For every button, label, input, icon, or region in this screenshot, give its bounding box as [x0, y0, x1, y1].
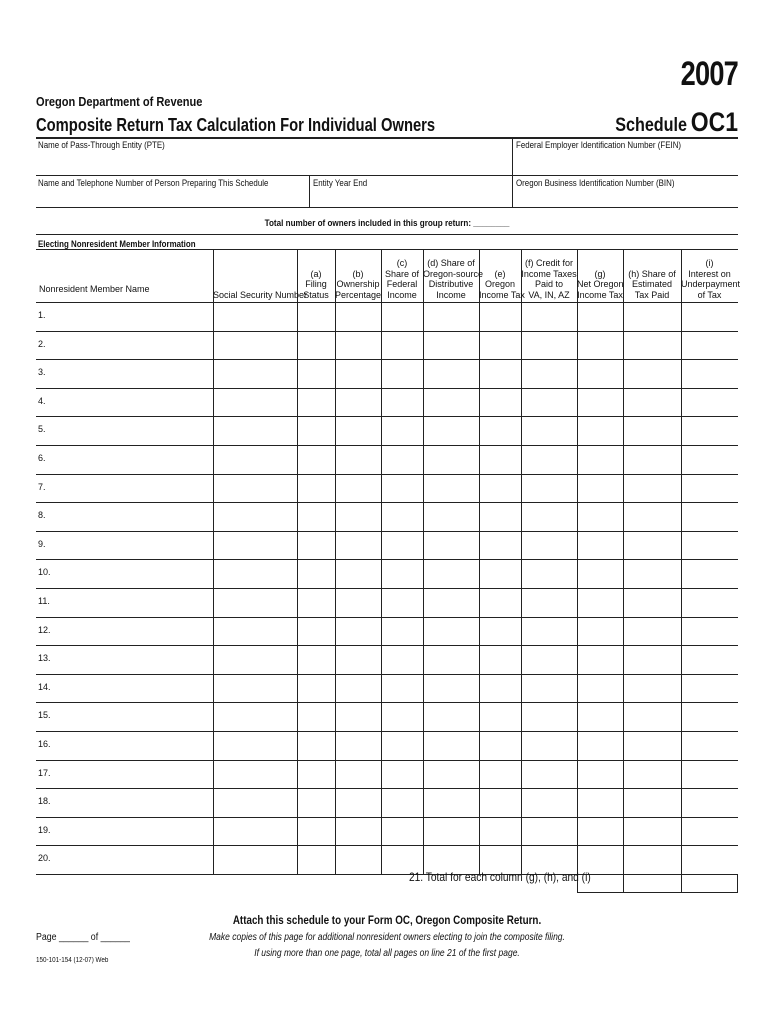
tax-year: 2007: [680, 55, 738, 93]
row-number: 15.: [38, 710, 51, 721]
column-header-line: Percentage: [335, 289, 382, 300]
column-header: [479, 268, 525, 301]
column-header: [681, 258, 741, 300]
copies-note: Make copies of this page for additional nonresident owners electing to join the composite filing.: [209, 932, 565, 943]
row-number: 3.: [38, 367, 46, 378]
multi-page-note: If using more than one page, total all pages on line 21 of the first page.: [254, 948, 520, 959]
column-header-line: Oregon: [484, 279, 516, 289]
row-number: 9.: [38, 538, 46, 549]
divider: [512, 138, 513, 175]
row-number: 11.: [38, 596, 50, 606]
row-divider: [36, 359, 738, 360]
total-line-label: 21. Total for each column (g), (h), and (i): [408, 870, 591, 884]
row-number: 2.: [38, 338, 46, 349]
total-owners-field[interactable]: Total number of owners included in this group return: ________: [264, 218, 510, 228]
column-header-line: Distributive: [428, 279, 474, 289]
row-number: 16.: [38, 739, 51, 749]
column-header-line: (h) Share of: [628, 268, 676, 279]
total-cell-border: [681, 874, 682, 892]
row-divider: [36, 845, 738, 846]
column-divider: [335, 250, 336, 874]
row-divider: [36, 760, 738, 761]
row-number: 5.: [38, 424, 46, 435]
row-divider: [36, 702, 738, 703]
column-header-line: Share of: [384, 268, 420, 279]
row-number: 18.: [38, 796, 51, 807]
column-header: [335, 269, 381, 301]
column-header-line: (i): [705, 258, 714, 268]
row-number: 8.: [38, 510, 46, 521]
total-cell-border: [623, 874, 624, 892]
entity-year-end-field[interactable]: Entity Year End: [313, 178, 368, 188]
pte-name-field[interactable]: Name of Pass-Through Entity (PTE): [38, 140, 165, 150]
row-divider: [36, 502, 738, 503]
row-divider: [36, 531, 738, 532]
column-header: [577, 269, 623, 301]
column-header-line: Underpayment: [681, 279, 741, 289]
form-number: 150-101-154 (12-07) Web: [36, 957, 109, 964]
row-divider: [36, 588, 738, 589]
form-title: Composite Return Tax Calculation For Individual Owners: [36, 115, 436, 135]
column-header-line: Estimated: [631, 279, 673, 289]
row-divider: [36, 788, 738, 789]
column-header: [297, 269, 335, 301]
column-divider: [681, 250, 682, 874]
column-divider: [213, 250, 214, 874]
page-field[interactable]: Page ______ of ______: [36, 932, 130, 943]
row-divider: [36, 674, 738, 675]
column-divider: [577, 250, 578, 874]
column-header-line: Social Security Number: [213, 289, 308, 300]
row-number: 13.: [38, 653, 51, 664]
column-header-line: (c): [396, 258, 408, 268]
column-header-line: Oregon-source: [423, 268, 484, 279]
column-divider: [479, 250, 480, 874]
schedule-code: OC1: [690, 107, 738, 137]
column-divider: [423, 250, 424, 874]
divider: [36, 234, 738, 235]
department-name: Oregon Department of Revenue: [36, 94, 203, 109]
row-number: 1.: [38, 310, 46, 320]
divider: [36, 249, 738, 250]
column-header-line: of Tax: [697, 289, 722, 300]
row-number: 6.: [38, 453, 46, 463]
column-header-line: (b): [352, 268, 364, 279]
schedule-id: [587, 107, 738, 138]
row-divider: [36, 388, 738, 389]
column-header-line: Paid to: [534, 279, 564, 289]
row-divider: [36, 416, 738, 417]
column-header-line: Income: [436, 289, 466, 300]
row-divider: [36, 645, 738, 646]
column-header-line: Federal: [386, 279, 418, 289]
row-number: 20.: [38, 853, 51, 864]
column-header: [381, 258, 423, 300]
row-divider: [36, 559, 738, 560]
section-title: Electing Nonresident Member Information: [38, 239, 196, 249]
column-header-line: Interest on: [688, 268, 731, 279]
column-header-line: Ownership: [336, 279, 380, 289]
row-divider: [36, 331, 738, 332]
bin-field[interactable]: Oregon Business Identification Number (BIN): [516, 178, 675, 188]
column-header: [623, 269, 681, 301]
column-header-line: (f) Credit for: [524, 258, 573, 268]
column-header-line: Filing: [305, 279, 327, 289]
divider: [36, 175, 738, 176]
row-number: 10.: [38, 567, 51, 578]
column-header: [213, 289, 308, 301]
column-header-line: (a): [310, 268, 322, 279]
column-header: [521, 258, 577, 300]
column-header-line: Nonresident Member Name: [39, 284, 150, 294]
attach-instruction: Attach this schedule to your Form OC, Oregon Composite Return.: [232, 913, 542, 927]
row-number: 7.: [38, 481, 46, 492]
row-number: 17.: [38, 767, 51, 778]
column-header-line: VA, IN, AZ: [528, 289, 570, 300]
column-header-line: Status: [303, 289, 329, 300]
row-divider: [36, 617, 738, 618]
fein-field[interactable]: Federal Employer Identification Number (FEIN): [516, 140, 682, 150]
column-header-line: Income Tax: [479, 289, 525, 300]
row-number: 19.: [38, 824, 51, 835]
column-divider: [623, 250, 624, 874]
row-divider: [36, 874, 738, 875]
column-header: [39, 284, 210, 295]
column-header-line: (d) Share of: [427, 258, 475, 268]
column-divider: [297, 250, 298, 874]
total-cell-border: [577, 892, 738, 893]
column-header-line: (e): [494, 268, 506, 279]
preparer-field[interactable]: Name and Telephone Number of Person Preparing This Schedule: [38, 178, 269, 188]
divider: [512, 175, 513, 207]
column-header-line: Income Tax: [577, 289, 623, 300]
column-header-line: Income Taxes: [521, 268, 577, 279]
column-header-line: (g): [594, 268, 606, 279]
divider: [309, 175, 310, 207]
column-header-line: Income: [387, 289, 417, 300]
column-divider: [521, 250, 522, 874]
header-divider: [36, 302, 738, 303]
row-number: 4.: [38, 395, 46, 406]
column-header-line: Net Oregon: [577, 279, 624, 289]
column-header: [423, 258, 484, 300]
schedule-word: Schedule: [615, 115, 688, 136]
column-divider: [381, 250, 382, 874]
row-divider: [36, 445, 738, 446]
row-divider: [36, 474, 738, 475]
row-divider: [36, 817, 738, 818]
total-cell-border: [737, 874, 738, 892]
column-header-line: Tax Paid: [634, 289, 670, 300]
row-number: 12.: [38, 624, 51, 635]
row-number: 14.: [38, 681, 51, 692]
divider: [36, 207, 738, 208]
header-rule: [36, 137, 738, 139]
row-divider: [36, 731, 738, 732]
